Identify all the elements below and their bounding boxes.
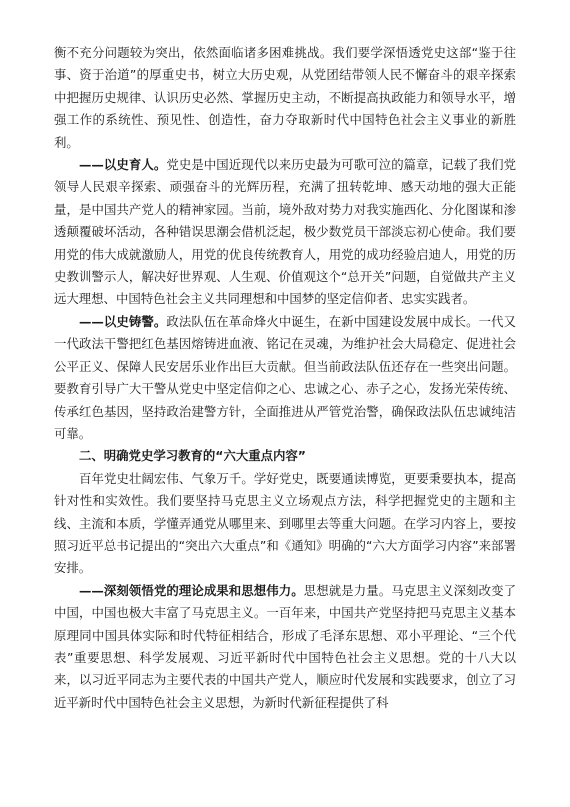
- document-page: [54, 42, 516, 714]
- paragraph-yishi-yuren: [54, 154, 516, 311]
- paragraph-theory: [54, 580, 516, 714]
- section-heading: 二、明确党史学习教育的“六大重点内容”: [79, 448, 306, 464]
- paragraph-yishi-zhujing: [54, 311, 516, 445]
- paragraph-5-body: 思想就是力量。马克思主义深刻改变了中国，中国也极大丰富了马克思主义。一百年来，中国共产党坚持把马克思主义基本原理同中国具体实际和时代特征相结合，形成了毛泽东思想、邓小平理论、“三个代表”重要思想、科学发展观、习近平新时代中国特色社会主义思想。党的十八大以来，以习近平同志为主要代表的中国共产党人，顺应时代发展和实践要求，创立了习近平新时代中国特色社会主义思想，为新时代新征程提供了科: [54, 582, 517, 710]
- paragraph-4-body: 百年党史壮阔宏伟、气象万千。学好党史，既要通读博览，更要秉要执本，提高针对性和实效性。我们要坚持马克思主义立场观点方法，科学把握党史的主题和主线、主流和本质，学懂弄通党从哪里来、到哪里去等重大问题。在学习内容上，要按照习近平总书记提出的“突出六大重点”和《通知》明确的“六大方面学习内容”来部署安排。: [54, 470, 516, 576]
- paragraph-2-body: 党史是中国近现代以来历史最为可歌可泣的篇章，记载了我们党领导人民艰辛探索、顽强奋斗的光辉历程，充满了扭转乾坤、感天动地的强大正能量，是中国共产党人的精神家园。当前，境外敌对势力对我实施西化、分化图谋和渗透颠覆破坏活动，各种错误思潮会借机泛起，极少数党员干部淡忘初心使命。我们要用党的伟大成就激励人，用党的优良传统教育人，用党的成功经验启迪人，用党的历史教训警示人，解决好世界观、人生观、价值观这个“总开关”问题，自觉做共产主义远大理想、中国特色社会主义共同理想和中国梦的坚定信仰者、忠实实践者。: [54, 157, 517, 307]
- paragraph-1-body: 衡不充分问题较为突出，依然面临诸多困难挑战。我们要学深悟透党史这部“鉴于往事、资于治道”的厚重史书，树立大历史观，从党团结带领人民不懈奋斗的艰辛探索中把握历史规律、认识历史必然、掌握历史主动，不断提高执政能力和领导水平，增强工作的系统性、预见性、创造性，奋力夺取新时代中国特色社会主义事业的新胜利。: [54, 45, 516, 150]
- paragraph-1: [54, 42, 516, 154]
- paragraph-2-lead: ——以史育人。: [79, 157, 167, 173]
- paragraph-5-lead: ——深刻领悟党的理论成果和思想伟力。: [79, 582, 304, 598]
- paragraph-3-body: 政法队伍在革命烽火中诞生，在新中国建设发展中成长。一代又一代政法干警把红色基因熔铸进血液、铭记在灵魂，为维护社会大局稳定、促进社会公平正义、保障人民安居乐业作出巨大贡献。但当前政法队伍还存在一些突出问题。要教育引导广大干警从党史中坚定信仰之心、忠诚之心、赤子之心，发扬光荣传统、传承红色基因，坚持政治建警方针，全面推进从严管党治警，确保政法队伍忠诚纯洁可靠。: [54, 313, 517, 441]
- paragraph-4: [54, 468, 516, 580]
- paragraph-3-lead: ——以史铸警。: [79, 313, 167, 329]
